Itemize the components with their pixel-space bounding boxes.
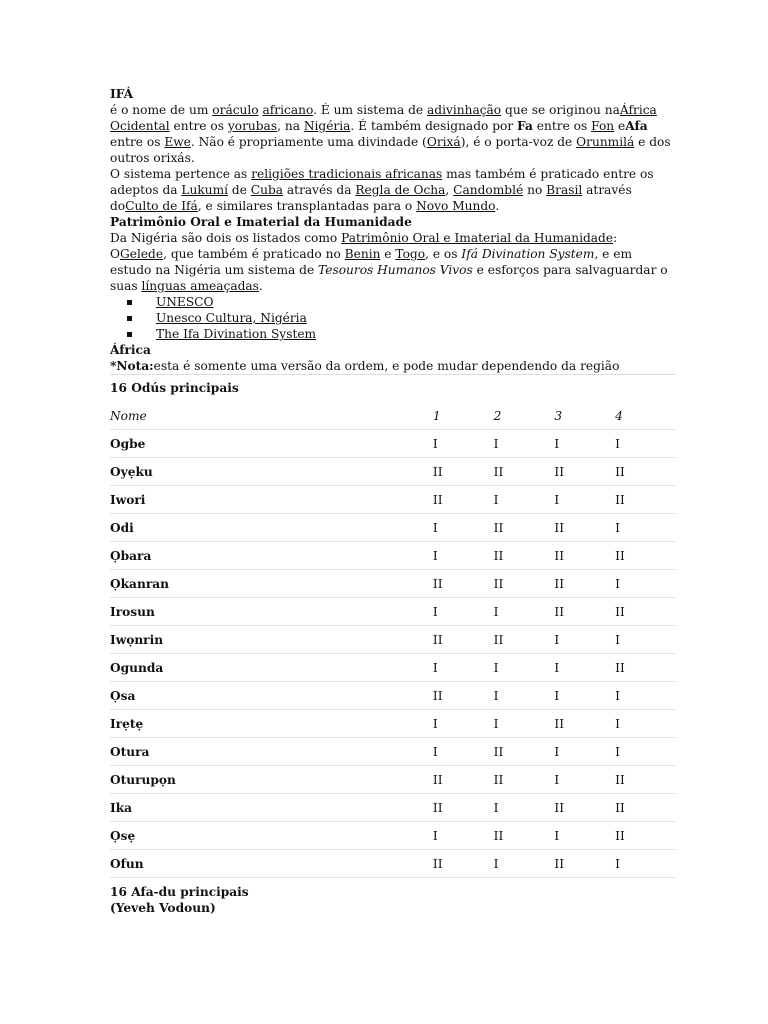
table-row	[110, 766, 676, 794]
link-nigeria[interactable]: Nigéria	[303, 119, 351, 133]
text: e dos outros orixás.	[110, 135, 671, 165]
link-africano[interactable]: africano	[262, 103, 314, 117]
text: Da Nigéria são dois os listados como	[110, 231, 342, 245]
odu-mark-cell: II	[494, 542, 555, 570]
odu-mark-cell: II	[494, 822, 555, 850]
text: .	[495, 199, 500, 213]
link-patrimonio[interactable]: Patrimônio Oral e Imaterial da Humanidade	[341, 231, 614, 245]
header-cell-2: 2	[494, 402, 555, 430]
text: . Não é propriamente uma divindade (	[190, 135, 427, 149]
text: é o nome de um	[110, 103, 213, 117]
odu-mark-cell: I	[615, 514, 676, 542]
link-togo[interactable]: Togo	[395, 247, 426, 261]
text: através da	[283, 183, 356, 197]
italic-ifa-system: Ifá Divination System	[461, 247, 595, 261]
note-text: esta é somente uma versão da ordem, e pode mudar dependendo da região	[153, 359, 620, 373]
text: : O	[110, 231, 618, 261]
text: . É também designado por	[350, 119, 518, 133]
odu-mark-cell: I	[554, 486, 615, 514]
odu-mark-cell: I	[554, 766, 615, 794]
text: através do	[110, 183, 632, 213]
link-culto-de-ifa[interactable]: Culto de Ifá	[125, 199, 198, 213]
odu-mark-cell: I	[494, 682, 555, 710]
odu-mark-cell: II	[433, 458, 494, 486]
intro-paragraph	[110, 102, 676, 166]
text: ), é o porta-voz de	[460, 135, 577, 149]
list-item	[124, 294, 676, 310]
table-row	[110, 682, 676, 710]
bold-fa: Fa	[517, 119, 533, 133]
odu-mark-cell: II	[615, 542, 676, 570]
header-cell-name: Nome	[110, 402, 433, 430]
link-benin[interactable]: Benin	[344, 247, 381, 261]
table-row	[110, 654, 676, 682]
odu-name-cell: Ọsa	[110, 682, 433, 710]
link-fon[interactable]: Fon	[591, 119, 615, 133]
link-linguas-ameacadas[interactable]: línguas ameaçadas	[141, 279, 259, 293]
text: , e similares transplantadas para o	[197, 199, 417, 213]
religion-paragraph	[110, 166, 676, 214]
table-row	[110, 626, 676, 654]
odu-name-cell: Ọkanran	[110, 570, 433, 598]
odu-mark-cell: II	[433, 682, 494, 710]
note-line	[110, 358, 676, 374]
odu-mark-cell: II	[615, 794, 676, 822]
table-row	[110, 598, 676, 626]
link-unesco[interactable]: UNESCO	[156, 295, 214, 309]
odu-mark-cell: I	[554, 430, 615, 458]
note-label: *Nota:	[110, 359, 154, 373]
odu-mark-cell: II	[615, 598, 676, 626]
afa-du-caption: 16 Afa-du principais	[110, 885, 249, 899]
link-oraculo[interactable]: oráculo	[212, 103, 259, 117]
header-cell-1: 1	[433, 402, 494, 430]
odu-mark-cell: II	[615, 822, 676, 850]
odu-name-cell: Ogbe	[110, 430, 433, 458]
link-brasil[interactable]: Brasil	[546, 183, 583, 197]
odu-mark-cell: I	[494, 794, 555, 822]
odu-mark-cell: I	[494, 710, 555, 738]
odu-mark-cell: I	[433, 542, 494, 570]
text: entre os	[110, 135, 165, 149]
odu-mark-cell: I	[554, 682, 615, 710]
link-orunmila[interactable]: Orunmilá	[576, 135, 635, 149]
text: e	[380, 247, 396, 261]
odu-name-cell: Ika	[110, 794, 433, 822]
odu-mark-cell: II	[615, 766, 676, 794]
list-item	[124, 326, 676, 342]
link-orixa[interactable]: Orixá	[426, 135, 461, 149]
link-candomble[interactable]: Candomblé	[453, 183, 524, 197]
text: de	[228, 183, 251, 197]
odu-name-cell: Irosun	[110, 598, 433, 626]
odu-mark-cell: I	[433, 430, 494, 458]
table-row	[110, 822, 676, 850]
text: e	[614, 119, 626, 133]
odu-mark-cell: II	[494, 570, 555, 598]
text: no	[523, 183, 547, 197]
odu-mark-cell: I	[615, 710, 676, 738]
odu-mark-cell: II	[554, 710, 615, 738]
odu-mark-cell: II	[433, 766, 494, 794]
odu-mark-cell: II	[494, 458, 555, 486]
section-heading-africa: África	[110, 343, 151, 357]
link-ewe[interactable]: Ewe	[164, 135, 191, 149]
odu-name-cell: Ọbara	[110, 542, 433, 570]
section-heading-patrimonio: Patrimônio Oral e Imaterial da Humanidade	[110, 215, 412, 229]
text: que se originou na	[501, 103, 620, 117]
list-item	[124, 310, 676, 326]
link-regla-de-ocha[interactable]: Regla de Ocha	[355, 183, 446, 197]
text: , e em estudo na Nigéria um sistema de	[110, 247, 633, 277]
odu-mark-cell: I	[433, 514, 494, 542]
header-cell-3: 3	[554, 402, 615, 430]
text: ,	[445, 183, 454, 197]
text: O sistema pertence as	[110, 167, 252, 181]
odu-mark-cell: II	[494, 626, 555, 654]
table-row	[110, 570, 676, 598]
odu-name-cell: Iwori	[110, 486, 433, 514]
text: .	[258, 279, 263, 293]
odu-mark-cell: I	[554, 738, 615, 766]
odu-name-cell: Oturupọn	[110, 766, 433, 794]
odu-mark-cell: I	[494, 430, 555, 458]
link-cuba[interactable]: Cuba	[250, 183, 284, 197]
odu-mark-cell: II	[615, 486, 676, 514]
odu-mark-cell: II	[554, 598, 615, 626]
odu-mark-cell: I	[433, 822, 494, 850]
header-cell-4: 4	[615, 402, 676, 430]
link-yorubas[interactable]: yorubas	[227, 119, 278, 133]
text: , na	[277, 119, 304, 133]
page-title: IFÁ	[110, 87, 134, 101]
table-caption: 16 Odús principais	[110, 381, 239, 395]
table-row	[110, 710, 676, 738]
odu-mark-cell: II	[554, 850, 615, 878]
odu-mark-cell: II	[433, 626, 494, 654]
text: , e os	[425, 247, 462, 261]
link-adivinhacao[interactable]: adivinhação	[427, 103, 502, 117]
odu-mark-cell: II	[433, 570, 494, 598]
table-row	[110, 738, 676, 766]
odu-mark-cell: II	[554, 542, 615, 570]
link-lukumi[interactable]: Lukumí	[181, 183, 229, 197]
odu-mark-cell: I	[433, 738, 494, 766]
odu-name-cell: Iwọnrin	[110, 626, 433, 654]
odu-mark-cell: I	[494, 654, 555, 682]
odu-name-cell: Irẹtẹ	[110, 710, 433, 738]
odu-mark-cell: II	[615, 654, 676, 682]
text: . É um sistema de	[313, 103, 427, 117]
link-gelede[interactable]: Gelede	[120, 247, 164, 261]
odu-mark-cell: II	[494, 738, 555, 766]
odu-mark-cell: I	[433, 598, 494, 626]
table-header-row	[110, 402, 676, 430]
text: entre os	[169, 119, 228, 133]
odu-mark-cell: I	[554, 626, 615, 654]
text: , que também é praticado no	[163, 247, 345, 261]
odu-mark-cell: II	[554, 458, 615, 486]
odu-mark-cell: II	[615, 458, 676, 486]
document-page	[110, 86, 676, 916]
footer-captions	[110, 884, 676, 916]
table-row	[110, 514, 676, 542]
link-ifa-divination-system[interactable]: The Ifa Divination System	[156, 327, 317, 341]
odu-name-cell: Ofun	[110, 850, 433, 878]
text: e esforços para salvaguardar o suas	[110, 263, 668, 293]
text: mas também é praticado entre os adeptos da	[110, 167, 654, 197]
odu-name-cell: Otura	[110, 738, 433, 766]
link-novo-mundo[interactable]: Novo Mundo	[416, 199, 496, 213]
odu-name-cell: Ogunda	[110, 654, 433, 682]
odu-mark-cell: I	[554, 822, 615, 850]
odu-mark-cell: I	[615, 570, 676, 598]
table-row	[110, 850, 676, 878]
odu-mark-cell: I	[554, 654, 615, 682]
link-religioes[interactable]: religiões tradicionais africanas	[251, 167, 443, 181]
odu-mark-cell: II	[554, 794, 615, 822]
patrimonio-paragraph	[110, 230, 676, 294]
table-row	[110, 542, 676, 570]
external-links-list	[110, 294, 676, 342]
table-row	[110, 458, 676, 486]
odu-mark-cell: II	[494, 766, 555, 794]
odu-mark-cell: II	[554, 514, 615, 542]
odu-mark-cell: II	[433, 794, 494, 822]
odu-mark-cell: I	[494, 850, 555, 878]
table-row	[110, 430, 676, 458]
odu-mark-cell: I	[494, 486, 555, 514]
text: entre os	[532, 119, 592, 133]
odu-mark-cell: I	[433, 710, 494, 738]
odu-mark-cell: I	[615, 682, 676, 710]
odus-table	[110, 402, 676, 878]
link-africa-ocidental[interactable]: África Ocidental	[110, 103, 657, 133]
odu-mark-cell: II	[494, 514, 555, 542]
table-row	[110, 794, 676, 822]
yeveh-vodoun-caption: (Yeveh Vodoun)	[110, 901, 216, 915]
odu-mark-cell: I	[615, 738, 676, 766]
odu-mark-cell: I	[494, 598, 555, 626]
odu-mark-cell: I	[615, 430, 676, 458]
odu-mark-cell: I	[433, 654, 494, 682]
bold-afa: Afa	[625, 119, 648, 133]
odu-name-cell: Ọsẹ	[110, 822, 433, 850]
odu-mark-cell: II	[433, 850, 494, 878]
odu-mark-cell: II	[433, 486, 494, 514]
odu-mark-cell: I	[615, 626, 676, 654]
odu-mark-cell: I	[615, 850, 676, 878]
table-row	[110, 486, 676, 514]
odu-name-cell: Oyẹku	[110, 458, 433, 486]
odu-mark-cell: II	[554, 570, 615, 598]
odu-name-cell: Odi	[110, 514, 433, 542]
link-unesco-cultura-nigeria[interactable]: Unesco Cultura, Nigéria	[156, 311, 307, 325]
italic-tesouros: Tesouros Humanos Vivos	[318, 263, 473, 277]
